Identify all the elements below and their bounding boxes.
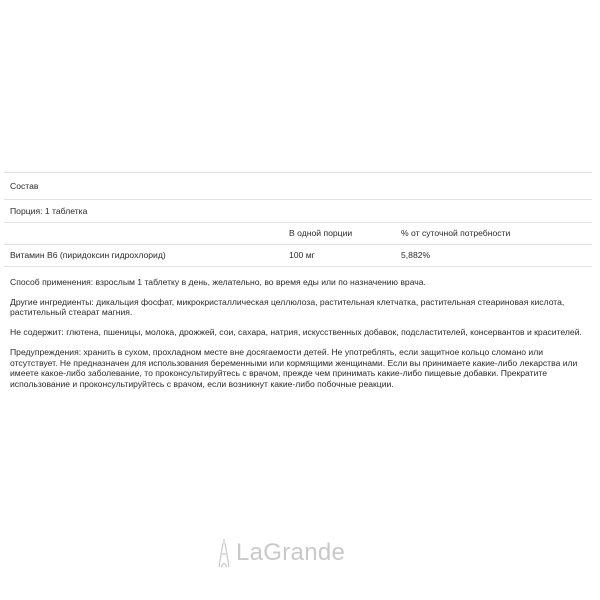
header-daily-value: % от суточной потребности xyxy=(401,228,511,239)
table-header-row xyxy=(4,222,592,244)
warnings-paragraph: Предупреждения: хранить в сухом, прохладном месте вне досягаемости детей. Не употреблять, если защитное кольцо сломано или отсутствует. Не предназначен для использования беременными или кормящими женщинами. Если вы принимаете какие-либо лекарства или имеете какое-либо заболевание, то проконсультируйтесь с врачом, прежде чем принимать какие-либо пищевые добавки. Прекратите использование и проконсультируйтесь с врачом, если возникнут какие-либо побочные реакции. xyxy=(10,346,578,390)
composition-title: Состав xyxy=(10,180,39,191)
watermark-logo-text: LaGrande xyxy=(236,539,346,566)
portion-text: Порция: 1 таблетка xyxy=(10,205,88,216)
other-ingredients-paragraph: Другие ингредиенты: дикальция фосфат, микрокристаллическая целлюлоза, растительная клетчатка, растительная стеариновая кислота, растительный стеарат магния. xyxy=(10,296,565,318)
watermark xyxy=(216,538,345,568)
nutrient-amount: 100 мг xyxy=(289,250,315,261)
supplement-facts-panel xyxy=(4,172,592,399)
usage-paragraph: Способ применения: взрослым 1 таблетку в день, желательно, во время еды или по назначению врача. xyxy=(10,277,426,287)
nutrient-daily-value: 5,882% xyxy=(401,250,431,261)
eiffel-tower-icon xyxy=(216,538,232,568)
table-row xyxy=(4,244,592,267)
composition-title-row xyxy=(4,172,592,199)
does-not-contain-paragraph: Не содержит: глютена, пшеницы, молока, дрожжей, сои, сахара, натрия, искусственных добавок, подсластителей, консервантов и красителей. xyxy=(10,327,582,338)
nutrient-name: Витамин В6 (пиридоксин гидрохлорид) xyxy=(10,250,166,261)
header-per-serving: В одной порции xyxy=(289,228,353,239)
portion-row xyxy=(4,199,592,222)
